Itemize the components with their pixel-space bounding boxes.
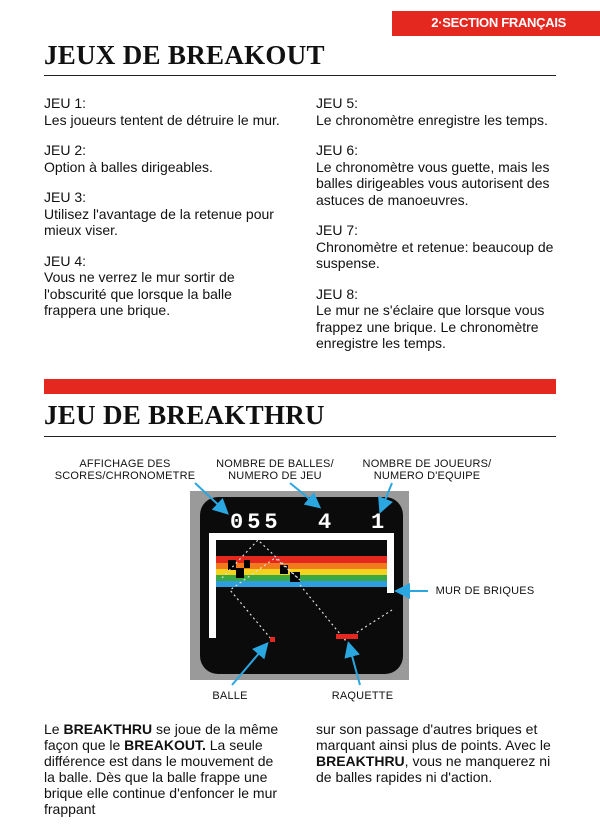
- players-readout: 1: [371, 510, 385, 535]
- brick-row-red: [216, 556, 387, 563]
- ball: [270, 637, 275, 642]
- body-text: sur son passage d'autres briques et marquant ainsi plus de points. Avec le: [316, 721, 551, 753]
- game-title: JEU 6:: [316, 142, 359, 158]
- game-text: Les joueurs tentent de détruire le mur.: [44, 111, 280, 128]
- body-text: se joue de la même façon que le: [44, 721, 279, 753]
- brand-name: BREAKTHRU: [316, 753, 405, 769]
- score-readout: 055: [230, 510, 282, 535]
- body-left-column: [44, 721, 284, 817]
- breakout-title: JEUX DE BREAKOUT: [44, 40, 325, 70]
- label-paddle: RAQUETTE: [331, 690, 394, 702]
- label-line: NUMERO D'EQUIPE: [373, 470, 481, 482]
- brand-name: BREAKOUT.: [124, 737, 206, 753]
- game-text: Vous ne verrez le mur sortir de l'obscurité que lorsque la balle frappera une brique.: [44, 269, 235, 318]
- game-text: Le chronomètre enregistre les temps.: [316, 111, 548, 128]
- game-title: JEU 8:: [316, 285, 359, 302]
- label-line: NUMERO DE JEU: [228, 470, 322, 482]
- label-line: AFFICHAGE DES: [79, 458, 171, 470]
- game-text: Le chronomètre vous guette, mais les balles dirigeables vous autorisent des astuces de manoeuvres.: [316, 158, 550, 208]
- balls-readout: 4: [318, 510, 332, 535]
- game-text: Option à balles dirigeables.: [44, 158, 213, 175]
- label-line: NOMBRE DE JOUEURS/: [362, 458, 492, 470]
- game-text: Chronomètre et retenue: beaucoup de suspense.: [316, 238, 554, 271]
- body-right-column: [316, 721, 556, 785]
- body-text: , vous ne manquerez ni de balles rapides ni d'action.: [316, 753, 551, 785]
- body-text: Le: [44, 721, 64, 737]
- game-text: Le mur ne s'éclaire que lorsque vous frappez une brique. Le chronomètre enregistre les temps.: [316, 302, 545, 351]
- game-title: JEU 1:: [44, 95, 87, 111]
- right-wall: [387, 533, 394, 593]
- game-title: JEU 2:: [44, 142, 87, 158]
- left-wall: [209, 533, 216, 638]
- game-text: Utilisez l'avantage de la retenue pour mieux viser.: [44, 205, 274, 238]
- breakthru-title: JEU DE BREAKTHRU: [44, 400, 325, 430]
- paddle: [336, 634, 358, 639]
- game-title: JEU 5:: [316, 95, 359, 111]
- section-label: 2·SECTION FRANÇAIS: [431, 15, 566, 30]
- body-text: La seule différence est dans le mouvement de la balle. Dès que la balle frappe une brique elle continue d'enfoncer le mur frappant: [44, 737, 278, 817]
- label-line: SCORES/CHRONOMETRE: [54, 470, 196, 482]
- label-line: NOMBRE DE BALLES/: [216, 458, 334, 470]
- label-wall: MUR DE BRIQUES: [435, 585, 535, 597]
- game-title: JEU 4:: [44, 252, 87, 269]
- label-ball: BALLE: [212, 690, 248, 702]
- game-title: JEU 7:: [316, 222, 359, 238]
- brand-name: BREAKTHRU: [63, 721, 153, 737]
- game-title: JEU 3:: [44, 189, 87, 205]
